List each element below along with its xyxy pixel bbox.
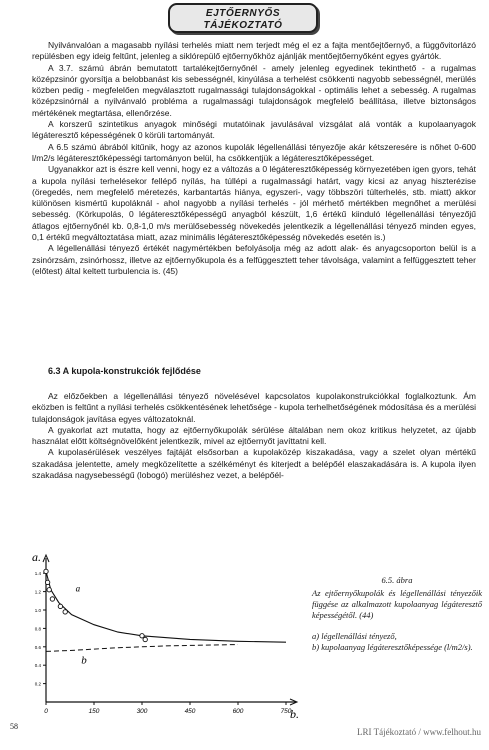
paragraph: A kupolasérülések veszélyes fajtáját elsősorban a kupolaközép kiszakadása, vagy a szelet olyan mértékű szakadása jelentette, amely megközelítette a szélkéményt és kiterjedt a belépőél elaszakadására is. A kupola ilyen szakadása nagysebességű (lobogó) merüléshez vezet, a belépőél- bbox=[32, 447, 476, 481]
x-tick-label: 450 bbox=[184, 708, 196, 715]
paragraph: A légellenállási tényező értékét nagymértékben befolyásolja még az adott alak- és anyagcsoporton belül is a zsinórzsám, zsinórhossz, illetve az ejtőernyőkupola és a felfüggesztett teher távolsága, valamint a felfüggesztett teher (előtest) által keltett turbulencia is. (45) bbox=[32, 243, 476, 276]
y-tick-label: 0.2 bbox=[34, 681, 41, 687]
y-tick-label: 1.4 bbox=[34, 571, 41, 577]
section-heading: 6.3 A kupola-konstrukciók fejlődése bbox=[48, 366, 201, 376]
data-point bbox=[44, 569, 48, 573]
caption-legend-b: b) kupolaanyag légáteresztőképessége (l/m2/s). bbox=[312, 642, 473, 652]
y-axis-label: a. bbox=[32, 552, 41, 564]
y-tick-label: 0.4 bbox=[34, 663, 41, 669]
x-tick-label: 0 bbox=[44, 708, 48, 715]
caption-legend-a: a) légellenállási tényező, bbox=[312, 631, 397, 641]
chart-axes bbox=[43, 555, 297, 705]
x-tick-label: 750 bbox=[280, 708, 292, 715]
paragraph: Az előzőekben a légellenállási tényező növelésével kapcsolatos kupolakonstrukciókkal foglalkoztunk. Ám eközben is feltűnt a nyílási terhelés csökkentésének lehetősége - kupola terhelhetőségének módosítása és a merülési tulajdonságok javítása egyes változatoknál. bbox=[32, 391, 476, 424]
body-text bbox=[32, 40, 476, 277]
figure-chart bbox=[28, 552, 308, 722]
banner-line-1: EJTŐERNYŐS bbox=[205, 8, 281, 19]
paragraph: Ugyanakkor azt is észre kell venni, hogy ez a változás a 0 légáteresztőképesség környezetében igen gyors, tehát a kupola nyílási terhelésekor fellépő nyílás, ha túllépi a rugalmassági határt, vagy kicsi az anyag hiszterézise (öregedés, nem megfelelő méretezés, karbantartás hiánya, egyszeri-, vagy többszöri túlterhelés, stb. miatt) akkor különösen kismértű kupoláknál - ahol nagyobb a nyílási terhelés - jól mérhető mértékben megnőhet a merülési sebesség. (Körkupolás, 0 légáteresztőképességű anyagból készült, 1,6 értékű kiinduló légellenállási tényezőjű átlagos ejtőernyőnél kb. 0,8-1,0 m/s merülősebesség növekedés jelentkezik a légellenállási tényező minden egyes, 0,1 értékű megváltoztatása miatt, azaz minimális légáteresztőképesség növekedés esetén is.) bbox=[32, 164, 476, 243]
series-a-line bbox=[46, 571, 286, 642]
chart-svg bbox=[28, 552, 308, 722]
header-banner bbox=[168, 3, 318, 33]
y-tick-label: 1.0 bbox=[34, 608, 41, 613]
data-point bbox=[140, 634, 144, 638]
paragraph: Nyilvánvalóan a magasabb nyílási terhelés miatt nem terjedt még el ez a fajta mentőejtőernyő, a függővitorlázó repülésben egy ideig feltűnt, jelenleg a siklórepülő ejtőernyőkhöz ajánlják mentőejtőernyőként egyes gyártók. bbox=[32, 40, 476, 62]
chart-series bbox=[44, 569, 286, 651]
paragraph: A korszerű szintetikus anyagok minőségi mutatóinak javulásával vizsgálat alá vonták a kupolaanyagok légáteresztő képességének 0 körüli tartományát. bbox=[32, 119, 476, 141]
data-point bbox=[58, 604, 62, 608]
data-point bbox=[45, 580, 49, 584]
data-point bbox=[47, 588, 51, 592]
figure-caption bbox=[312, 575, 482, 653]
y-tick-label: 1.2 bbox=[34, 589, 41, 595]
series-b-line bbox=[46, 645, 238, 652]
y-tick-label: 0.6 bbox=[34, 644, 41, 650]
caption-text: Az ejtőernyőkupolák és légellenállási tényezőik függése az alkalmazott kupolaanyag légáteresztő képességétől. (44) bbox=[312, 588, 482, 620]
curve-a-label: a bbox=[75, 583, 81, 594]
chart-labels bbox=[32, 552, 299, 721]
paragraph: A gyakorlat azt mutatta, hogy az ejtőernyőkupolák sérülése általában nem okoz kritikus helyzetet, az újabb használat előtt költségnövelőként jelentkezik, mivel az ejtőernyőt javíttatni kell. bbox=[32, 424, 476, 447]
caption-title: 6.5. ábra bbox=[381, 575, 413, 585]
paragraph: A 3.7. számú ábrán bemutatott tartalékejtőernyőnél - amely jelenleg egyedinek tekinthető - a rugalmas középzsinór gyorsítja a belobbanást kis sebességnél, kinyúlása a terhelést csökkenti nagyobb sebességnél, merülés közben pedig - megfelelően megválasztott rugalmassági tulajdonságokkal - optimális lehet a sebesség. A rugalmas középzsinórnál a nyilvánvaló probléma a rugalmassági tulajdonságok megfelelő beállítása, illetve biztonságos mértékének megtartása, ellenőrzése. bbox=[32, 62, 476, 118]
data-point bbox=[50, 597, 54, 601]
footer-credit: LRI Tájékoztató / www.felhout.hu bbox=[357, 727, 481, 737]
curve-b-label: b bbox=[81, 654, 87, 667]
data-point bbox=[63, 610, 67, 614]
y-tick-label: 0.8 bbox=[34, 626, 41, 632]
x-tick-label: 600 bbox=[232, 708, 244, 715]
data-point bbox=[143, 637, 147, 641]
x-tick-label: 300 bbox=[136, 708, 148, 715]
x-axis-label: b. bbox=[290, 707, 299, 721]
body-text-section bbox=[32, 391, 476, 481]
x-tick-label: 150 bbox=[88, 708, 100, 715]
page-number: 58 bbox=[10, 722, 18, 731]
paragraph: A 6.5 számú ábrából kitűnik, hogy az azonos kupolák légellenállási tényezője akár kétszeresére is nőhet 0-600 l/m2/s légáteresztőképességi tartományon belül, ha csökkentjük a légáteresztőképességet. bbox=[32, 141, 476, 163]
banner-line-2: TÁJÉKOZTATÓ bbox=[203, 20, 283, 31]
